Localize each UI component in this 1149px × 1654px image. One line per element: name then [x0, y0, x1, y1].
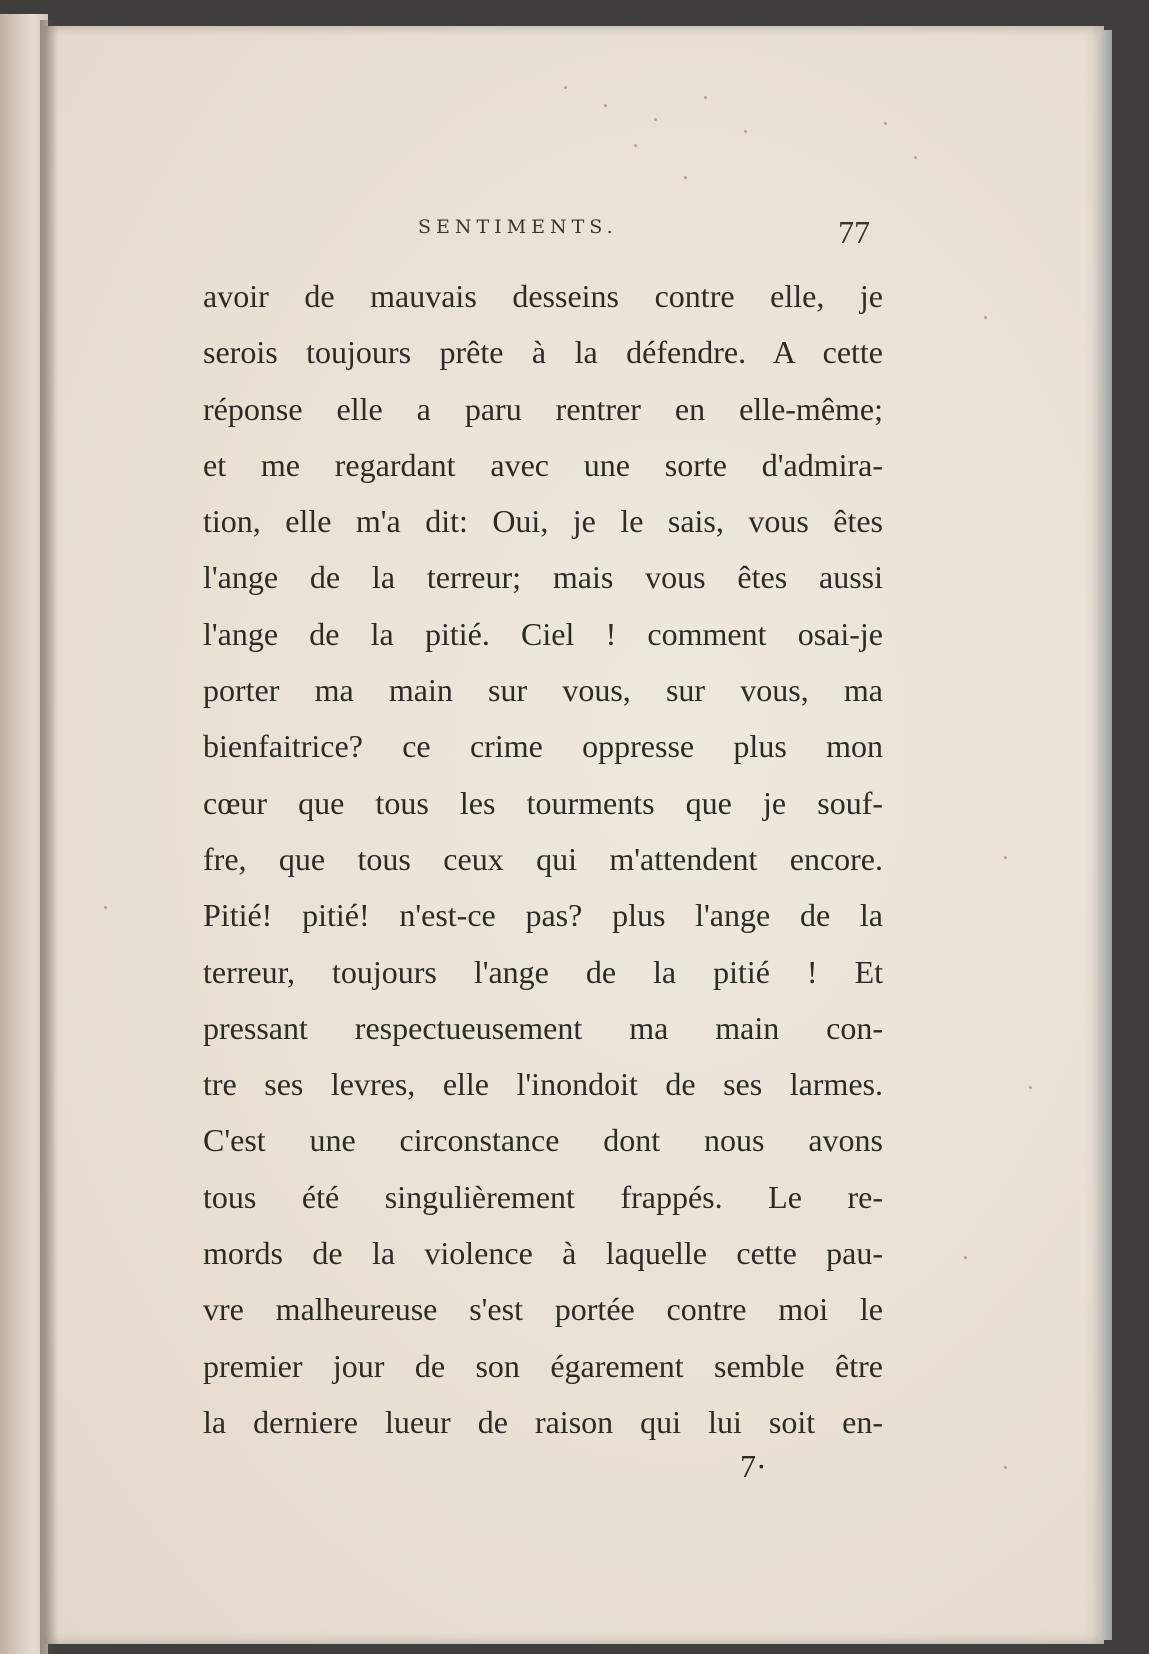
text-line: avoir de mauvais desseins contre elle, je [203, 278, 883, 314]
text-line: bienfaitrice? ce crime oppresse plus mon [203, 728, 883, 765]
foxing-spot [684, 176, 687, 179]
text-line: pressant respectueusement ma main con- [203, 1009, 883, 1046]
foxing-spot [984, 316, 987, 319]
foxing-spot [964, 1256, 967, 1259]
page-fore-edge [1098, 30, 1112, 1640]
body-text [203, 268, 883, 1450]
text-line: serois toujours prête à la défendre. A cette [203, 334, 883, 371]
foxing-spot [884, 122, 887, 125]
foxing-spot [1004, 856, 1007, 859]
text-line: cœur que tous les tourments que je souf- [203, 784, 883, 821]
text-line: réponse elle a paru rentrer en elle-même; [203, 390, 883, 427]
page-number: 77 [838, 214, 870, 250]
text-line: tion, elle m'a dit: Oui, je le sais, vous êtes [203, 503, 883, 540]
text-line: Pitié! pitié! n'est-ce pas? plus l'ange de la [203, 897, 883, 934]
foxing-spot [634, 144, 637, 147]
foxing-spot [604, 104, 607, 107]
text-line: C'est une circonstance dont nous avons [203, 1122, 883, 1159]
running-head: SENTIMENTS. [418, 216, 618, 238]
text-line: et me regardant avec une sorte d'admira- [203, 446, 883, 483]
text-line: mords de la violence à laquelle cette pau- [203, 1235, 883, 1272]
foxing-spot [104, 906, 107, 909]
foxing-spot [1004, 1466, 1007, 1469]
text-line: l'ange de la pitié. Ciel ! comment osai-je [203, 615, 883, 652]
text-line: porter ma main sur vous, sur vous, ma [203, 672, 883, 709]
text-line: premier jour de son égarement semble être [203, 1347, 883, 1384]
signature-mark: 7· [740, 1448, 767, 1484]
text-line: la derniere lueur de raison qui lui soit en- [203, 1403, 883, 1440]
text-line: l'ange de la terreur; mais vous êtes aussi [203, 559, 883, 596]
foxing-spot [564, 86, 567, 89]
binding-shadow [40, 20, 58, 1654]
foxing-spot [704, 96, 707, 99]
foxing-spot [1029, 1086, 1032, 1089]
foxing-spot [744, 130, 747, 133]
text-line: tous été singulièrement frappés. Le re- [203, 1178, 883, 1215]
foxing-spot [654, 118, 657, 121]
text-line: tre ses levres, elle l'inondoit de ses larmes. [203, 1066, 883, 1103]
text-line: vre malheureuse s'est portée contre moi le [203, 1291, 883, 1328]
text-line: terreur, toujours l'ange de la pitié ! Et [203, 953, 883, 990]
foxing-spot [914, 156, 917, 159]
text-line: fre, que tous ceux qui m'attendent encore. [203, 840, 883, 877]
